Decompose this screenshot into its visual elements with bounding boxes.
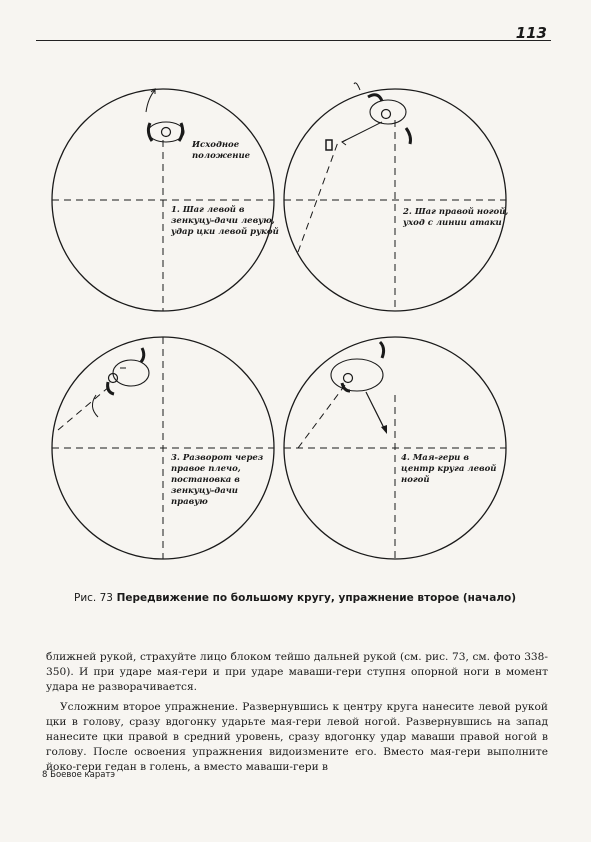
kick-arrow-4 — [366, 392, 385, 430]
figure-caption — [74, 592, 516, 604]
stance-ellipse-3 — [113, 360, 149, 386]
panel-caption-2: 2. Шаг правой ногой, уход с линии атаки — [403, 207, 509, 228]
fighter-head-1 — [382, 110, 391, 119]
figure-caption-title: Передвижение по большому кругу, упражнение второе (начало) — [116, 592, 517, 604]
fighter-head-0 — [162, 128, 171, 137]
step-arrow-1 — [354, 83, 360, 90]
panel-caption-3: 3. Разворот через правое плечо, постановка в зенкуцу-дачи правую — [171, 453, 264, 507]
dashed-axes — [52, 120, 509, 559]
stance-ellipse-4 — [331, 359, 383, 391]
panel-caption-1: 1. Шаг левой в зенкуцу-дачи левую, удар цки левой рукой — [171, 205, 279, 237]
page-number: 113 — [515, 24, 547, 42]
fighter-head-4 — [344, 374, 353, 383]
panel-caption-4: 4. Мая-гери в центр круга левой ногой — [401, 453, 497, 485]
panel-caption-0: Исходное положение — [192, 140, 251, 161]
paragraph-1: ближней рукой, страхуйте лицо блоком тейшо дальней рукой (см. рис. 73, см. фото 338-350). И при ударе мая-гери и при ударе маваши-гери ступня опорной ноги в момент удара не разворачивается. — [46, 651, 548, 693]
paragraph-2: Усложним второе упражнение. Развернувшись к центру круга нанесите левой рукой цки в голову, сразу вдогонку ударьте мая-гери левой ногой. Развернувшись на запад нанесите цки правой в средний уровень, сразу вдогонку удар маваши правой ногой в голову. После освоения упражнения видоизмените его. Вместо мая-гери выполните йоко-гери гедан в голень, а вместо маваши-гери в — [46, 701, 548, 773]
attack-line-1 — [342, 122, 382, 142]
figure-caption-prefix: Рис. 73 — [74, 592, 113, 604]
stance-ellipse-1 — [370, 100, 406, 124]
footer-signature: 8 Боевое каратэ — [42, 770, 116, 780]
turn-arrow-0 — [146, 90, 155, 112]
